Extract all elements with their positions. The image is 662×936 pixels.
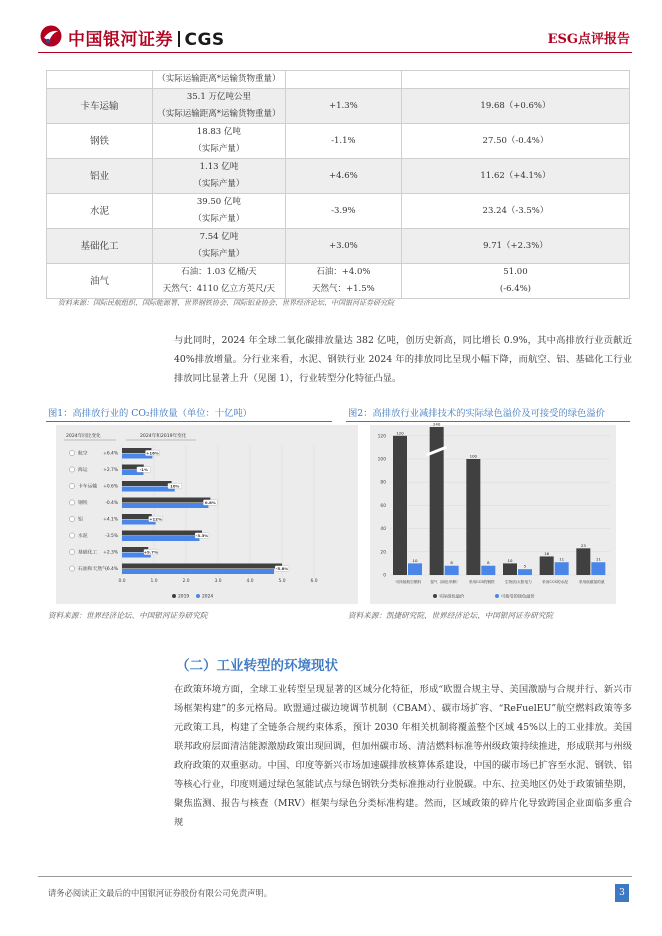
chart1-change-label: -5.8%: [275, 565, 289, 571]
chart2-y-tick-label: 60: [380, 503, 386, 509]
chart2-data-label: 23: [580, 542, 586, 548]
chart1-bar-2019: [122, 498, 210, 503]
chart2-legend-label: 实际绿色溢价: [439, 593, 465, 599]
chart2-data-label: 10: [507, 557, 513, 563]
chart2-x-tick-label: 采用低碳氢的氨: [578, 580, 605, 584]
chart1-change-label: 10%: [170, 483, 180, 489]
chart1-x-tick-label: 5.0: [278, 579, 286, 584]
chart1-bar-2019: [122, 514, 152, 519]
table-cell-price: 9.71（+2.3%）: [401, 229, 629, 264]
chart1-x-tick-label: 3.0: [214, 579, 222, 584]
table-cell-change: -3.9%: [285, 194, 401, 229]
section-title: （二）工业转型的环境现状: [176, 658, 338, 674]
report-type-label: ESG点评报告: [547, 32, 630, 47]
chart1-change-label: +12%: [149, 516, 162, 522]
table-cell-sector: 卡车运输: [47, 89, 153, 124]
chart1-bar-2019: [122, 481, 172, 486]
chart1-change-label: -3.3%: [195, 532, 209, 538]
table-cell-sector: 钢铁: [47, 124, 153, 159]
chart2-bar-acceptable: [481, 566, 495, 575]
table-cell-change: 石油：+4.0% 天然气：+1.5%: [285, 264, 401, 299]
table-cell-change: +1.3%: [285, 89, 401, 124]
footer-divider: [38, 876, 632, 877]
chart1-change-label: +9.7%: [143, 549, 158, 555]
chart2-y-tick-label: 80: [380, 480, 386, 486]
chart1-category-label: 基础化工: [78, 550, 98, 556]
table-cell-volume: 39.50 亿吨 （实际产量）: [152, 194, 285, 229]
chart1-bar-2024: [122, 536, 199, 541]
table-cell-sector: [47, 71, 153, 89]
chart1-yoy-label: +6.4%: [103, 451, 118, 457]
chart1-x-tick-label: 4.0: [246, 579, 254, 584]
table-cell-sector: 水泥: [47, 194, 153, 229]
chart2-data-label: 11: [595, 556, 601, 562]
table-cell-price: [401, 71, 629, 89]
chart1-yoy-label: -6.4%: [105, 567, 118, 572]
table-cell-price: 11.62（+4.1%）: [401, 159, 629, 194]
chart1-sector-icon: [69, 533, 74, 538]
chart2-bar-actual: [466, 459, 480, 575]
brand-separator: [178, 31, 180, 47]
chart2-bar-actual: [503, 563, 517, 575]
chart1-x-tick-label: 2.0: [182, 579, 190, 584]
chart1-category-label: 石油和天然气: [78, 567, 107, 572]
chart2-bar-actual: [540, 556, 554, 575]
table-cell-price: 23.24（-3.5%）: [401, 194, 629, 229]
chart2-legend-swatch: [495, 594, 499, 598]
chart1-category-label: 航空: [78, 451, 88, 457]
chart1-bar-2019: [122, 531, 202, 536]
chart1-header-right: 2024年和2019年变化: [140, 434, 187, 439]
table-row: [47, 124, 630, 159]
figure2-source-note: 资料来源：凯捷研究院、世界经济论坛、中国银河证券研究院: [348, 611, 554, 620]
page-header: [0, 0, 662, 62]
cgs-logo-icon: [40, 25, 62, 47]
chart2-x-tick-label: 采用CCS的水泥: [542, 580, 568, 584]
header-divider: [38, 52, 632, 53]
table-cell-volume: 7.54 亿吨 （实际产量）: [152, 229, 285, 264]
chart2-bar-acceptable: [591, 562, 605, 575]
chart1-change-label: +16%: [146, 450, 159, 456]
figure2-title: 图2：高排放行业减排技术的实际绿色溢价及可接受的绿色溢价: [348, 408, 605, 419]
chart2-bar-acceptable: [555, 562, 569, 575]
chart2-x-tick-label: 采用CCS的钢铁: [468, 580, 495, 584]
table-cell-volume: 石油：1.03 亿桶/天 天然气：4110 亿立方英尺/天: [152, 264, 285, 299]
emissions-table: [46, 70, 630, 299]
chart1-sector-icon: [69, 516, 74, 521]
table-cell-volume: （实际运输距离*运输货物重量）: [152, 71, 285, 89]
table-cell-change: +3.0%: [285, 229, 401, 264]
chart2-x-tick-label: 生物质/太阳电力: [504, 580, 532, 584]
chart1-sector-icon: [69, 500, 74, 505]
chart1-legend-label: 2024: [202, 594, 214, 600]
chart1-legend-swatch: [172, 594, 176, 598]
chart1-category-label: 海运: [78, 468, 88, 473]
page-number: 3: [615, 884, 629, 902]
brand-logo-text: [68, 25, 225, 50]
chart1-category-label: 水泥: [78, 534, 88, 539]
table-source-note: 资料来源：国际民航组织、国际能源署、世界钢铁协会、国际铝业协会、世界经济论坛、中国银河证券研究院: [58, 299, 394, 307]
chart1-sector-icon: [69, 467, 74, 472]
chart2-bar-actual: [576, 548, 590, 575]
body-paragraph-2: 在政策环境方面，全球工业转型呈现显著的区域分化特征，形成“欧盟合规主导、美国激励与合规并行、新兴市场框架构建”的多元格局。欧盟通过碳边境调节机制（CBAM）、碳市场扩容、“ReFuelEU”航空燃料政策等多元政策工具，构建了全链条合规约束体系，预计 2030 年相关机制将覆盖整个区域 45%以上的工业排放。美国联邦政府层面清洁能源激励政策出现回调，但加州碳市场、清洁燃料标准等州级政策持续推进，形成联邦与州级政府政策的双重驱动。中国、印度等新兴市场加速碳排放核算体系建设，中国的碳市场已扩容至水泥、钢铁、铝等核心行业，印度则通过绿色氢能试点与绿色钢铁分类标准推动行业脱碳。中东、拉美地区仍处于政策铺垫期，聚焦监测、报告与核查（MRV）框架与绿色分类标准构建。然而，区域政策的碎片化导致跨国企业面临多重合规: [174, 684, 632, 828]
table-cell-sector: 基础化工: [47, 229, 153, 264]
table-cell-volume: 1.13 亿吨 （实际产量）: [152, 159, 285, 194]
chart1-change-label: -1%: [139, 466, 148, 472]
table-cell-sector: 油气: [47, 264, 153, 299]
chart1-bar-2024: [122, 487, 175, 492]
chart2-data-label: 16: [544, 550, 550, 556]
chart2-data-label: 120: [396, 430, 404, 436]
chart1-legend-swatch: [196, 594, 200, 598]
table-cell-volume: 18.83 亿吨 （实际产量）: [152, 124, 285, 159]
table-cell-change: +4.6%: [285, 159, 401, 194]
chart2-legend-swatch: [433, 594, 437, 598]
figure1-title: 图1：高排放行业的 CO₂排放量（单位：十亿吨）: [48, 408, 252, 419]
table-row: [47, 194, 630, 229]
table-row: [47, 89, 630, 124]
body-paragraph-1: 与此同时，2024 年全球二氧化碳排放量达 382 亿吨，创历史新高，同比增长 0.9%，其中高排放行业贡献近 40%排放增量。分行业来看，水泥、钢铁行业 2024 年的排放同比呈现小幅下降，而航空、铝、基础化工行业排放同比显著上升（见图 1），行业转型分化特征凸显。: [174, 335, 632, 384]
figure1-source-note: 资料来源：世界经济论坛、中国银河证券研究院: [48, 611, 208, 620]
table-row: [47, 229, 630, 264]
chart1-x-tick-label: 0.0: [118, 579, 126, 584]
chart1-yoy-label: +2.7%: [103, 468, 118, 473]
chart1-sector-icon: [69, 450, 74, 455]
chart2-y-tick-label: 120: [377, 434, 386, 440]
table-row: [47, 159, 630, 194]
table-row: [47, 264, 630, 299]
chart2-data-label: 10: [412, 557, 418, 563]
figure2-chart-svg: [370, 421, 616, 604]
brand-name-en: CGS: [184, 30, 225, 50]
chart2-data-label: 11: [559, 556, 565, 562]
chart1-bar-2024: [122, 503, 208, 508]
chart2-bar-acceptable: [408, 563, 422, 575]
figure2-title-rule: [346, 421, 630, 422]
chart1-legend-label: 2019: [178, 594, 190, 600]
chart1-yoy-label: +0.6%: [103, 484, 118, 490]
chart1-sector-icon: [69, 549, 74, 554]
chart2-data-label: 100: [469, 453, 478, 459]
chart2-x-tick-label: 氢气（绿色甲醇）: [430, 580, 460, 584]
table-cell-change: -1.1%: [285, 124, 401, 159]
chart1-category-label: 钢铁: [78, 501, 88, 506]
chart2-legend-label: 可接受的绿色溢价: [501, 593, 535, 599]
figure1-chart-svg: [56, 425, 358, 604]
chart1-sector-icon: [69, 566, 74, 571]
table-cell-price: 27.50（-0.4%）: [401, 124, 629, 159]
chart1-x-tick-label: 6.0: [310, 579, 318, 584]
table-cell-price: 51.00 (-6.4%): [401, 264, 629, 299]
chart2-x-tick-label: 可持续航空燃料: [395, 580, 422, 584]
chart1-category-label: 卡车运输: [78, 484, 98, 490]
table-cell-change: [285, 71, 401, 89]
table-cell-volume: 35.1 万亿吨公里 （实际运输距离*运输货物重量）: [152, 89, 285, 124]
chart2-y-tick-label: 20: [380, 550, 386, 556]
chart2-bar-actual: [393, 436, 407, 575]
chart2-data-label: 240: [432, 421, 441, 427]
chart2-y-tick-label: 0: [383, 573, 386, 579]
figure1-chart: [56, 425, 358, 604]
chart1-x-tick-label: 1.0: [150, 579, 158, 584]
footer-disclaimer: 请务必阅读正文最后的中国银河证券股份有限公司免责声明。: [48, 888, 273, 898]
chart1-bar-2024: [122, 569, 274, 574]
chart1-bar-2019: [122, 564, 282, 569]
figure2-chart: [370, 421, 616, 604]
chart2-y-tick-label: 100: [377, 457, 386, 463]
chart1-yoy-label: +4.1%: [103, 517, 118, 523]
chart1-category-label: 铝: [78, 517, 83, 523]
table-cell-price: 19.68（+0.6%）: [401, 89, 629, 124]
chart2-data-label: 8: [487, 560, 490, 566]
figure1-title-rule: [46, 421, 332, 422]
table-row: [47, 71, 630, 89]
chart2-y-tick-label: 40: [380, 527, 386, 533]
chart1-change-label: 0.8%: [204, 499, 216, 505]
chart2-bar-acceptable: [445, 566, 459, 575]
chart1-yoy-label: -0.4%: [105, 501, 118, 506]
chart1-sector-icon: [69, 483, 74, 488]
chart1-yoy-label: +2.3%: [103, 550, 118, 556]
chart2-data-label: 5: [523, 563, 527, 569]
chart2-data-label: 8: [450, 560, 453, 566]
chart1-yoy-label: -3.5%: [105, 534, 118, 539]
brand-name-cn: 中国银河证券: [68, 30, 173, 50]
chart2-bar-acceptable: [518, 569, 532, 575]
chart1-header-left: 2024年同比变化: [66, 434, 101, 439]
table-cell-sector: 铝业: [47, 159, 153, 194]
